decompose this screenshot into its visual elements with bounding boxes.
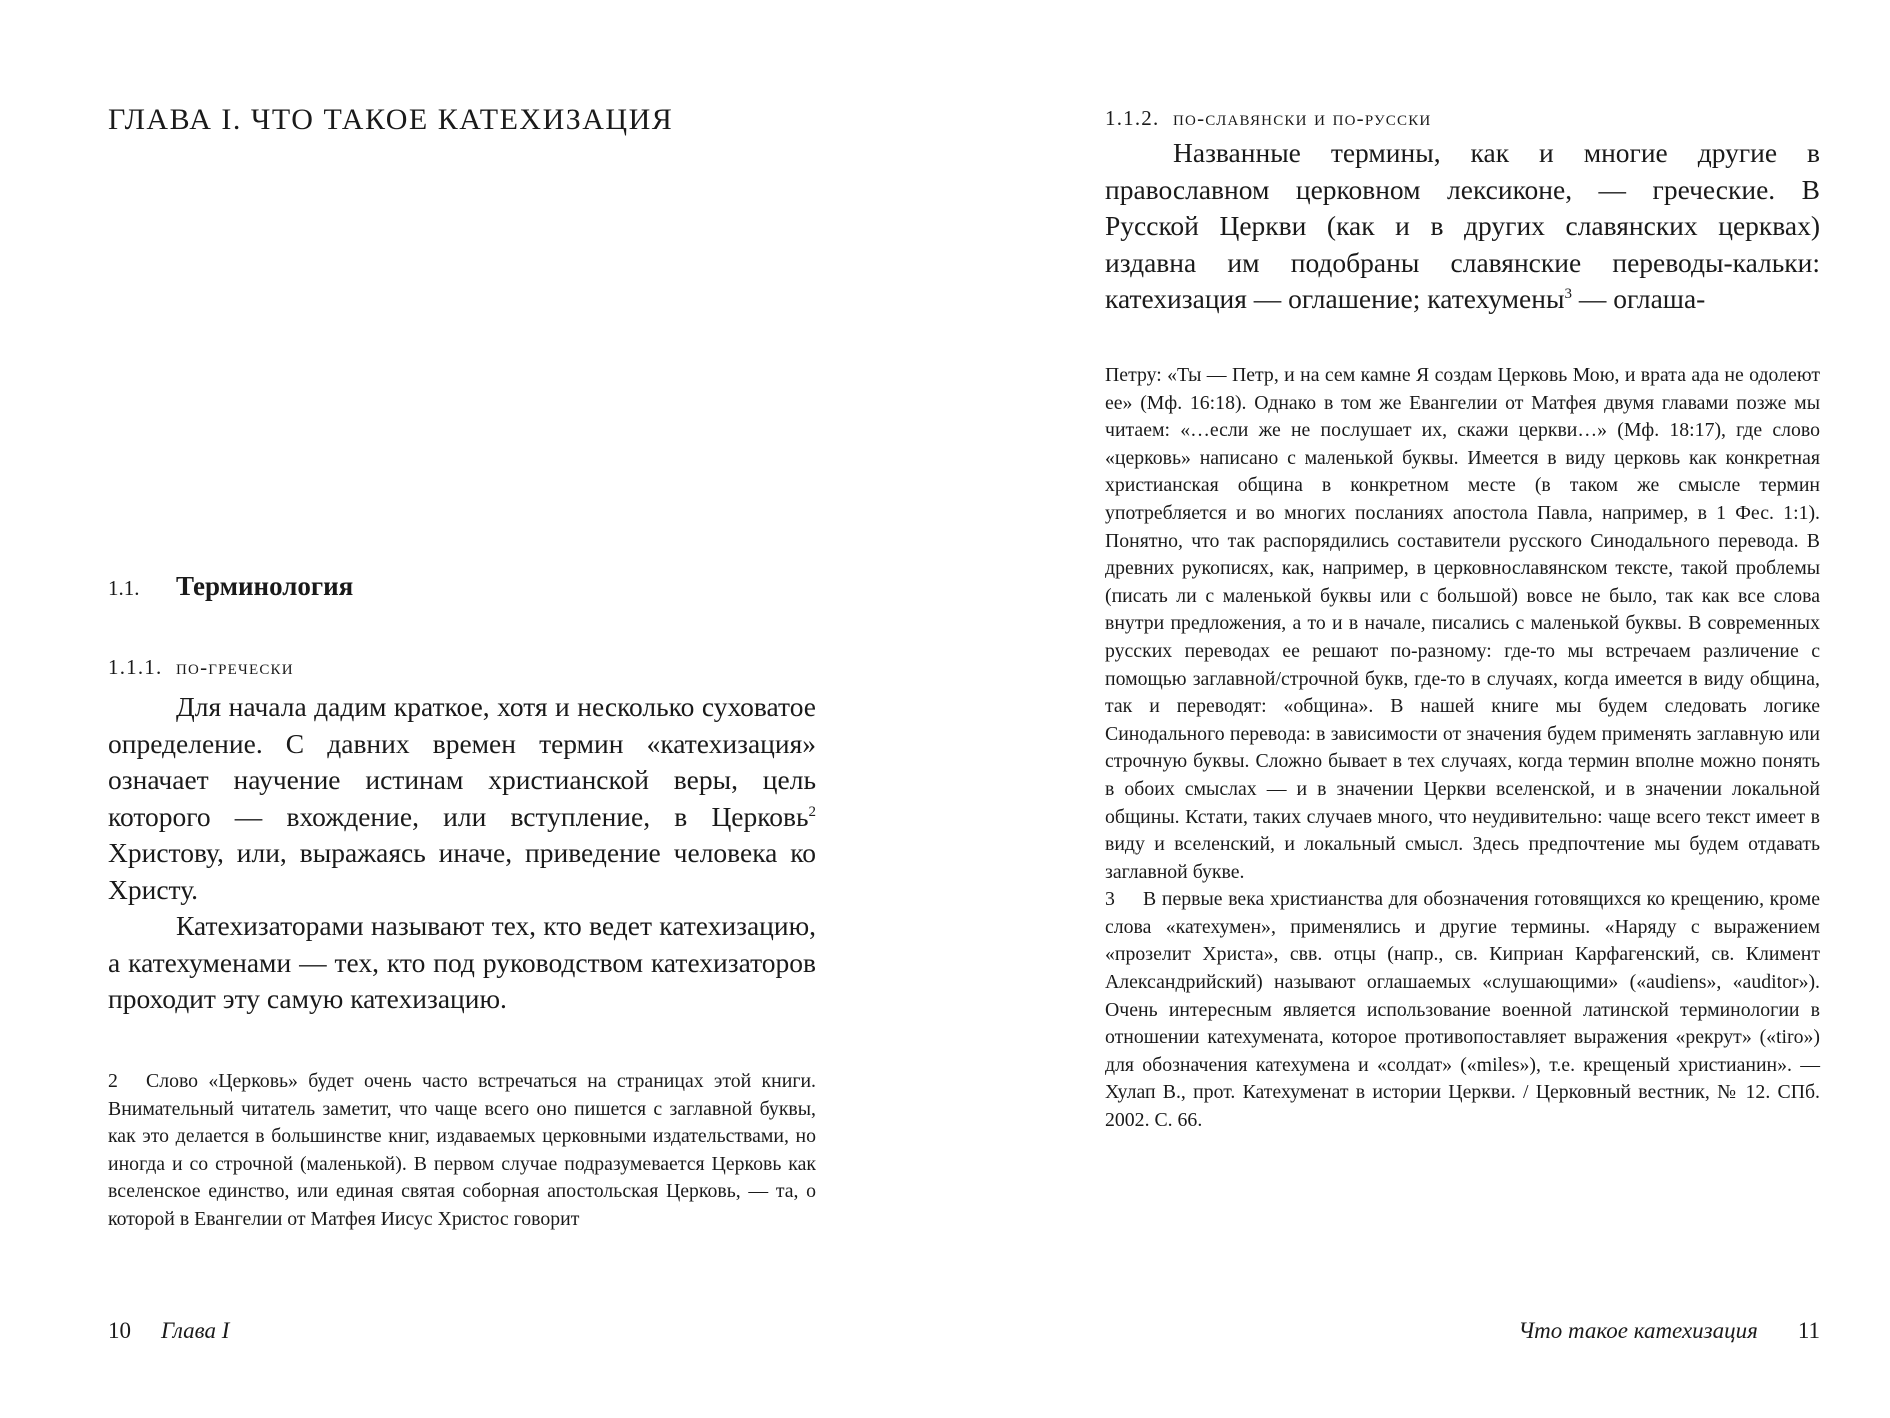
right-page [945, 0, 1890, 1418]
paragraph-text: Названные термины, как и многие другие в православном церковном лексиконе, — греческие. В Русской Церкви (как и в других славянских церквах) издавна им подобраны славянские переводы-кальки: катехизация — оглашение; катехумены [1105, 137, 1820, 314]
subsection-title: по-гречески [176, 655, 294, 679]
section-title: Терминология [176, 571, 354, 601]
paragraph [108, 689, 816, 908]
subsection-title: по-славянски и по-русски [1173, 106, 1432, 130]
footnote-text: В первые века христианства для обозначения готовящихся ко крещению, кроме слова «катехумен», применялись и другие термины. «Наряду с выражением «прозелит Христа», свв. отцы (напр., св. Киприан Карфагенский, св. Климент Александрийский) называют оглашаемых «слушающими» («audiens», «auditor»). Очень интересным является использование военной латинской терминологии в отношении катехумената, которое противопоставляет выражения «рекрут» («tiro») для обозначения катехумена и «солдат» («miles»), т.е. крещеный христианин». — Хулап В., прот. Катехуменат в истории Церкви. / Церковный вестник, № 12. СПб. 2002. С. 66. [1105, 888, 1820, 1132]
subsection-number: 1.1.1. [108, 655, 163, 679]
paragraph-text: Для начала дадим краткое, хотя и несколько суховатое определение. С давних времен термин «катехизация» означает научение истинам христианской веры, цель которого — вхождение, или вступление, в Церковь [108, 691, 816, 832]
footnote-text: Слово «Церковь» будет очень часто встречаться на страницах этой книги. Внимательный читатель заметит, что чаще всего оно пишется с заглавной буквы, как это делается в большинстве книг, издаваемых церковными издательствами, но иногда и со строчной (маленькой). В первом случае подразумевается Церковь как вселенское единство, или единая святая соборная апостольская Церковь, — та, о которой в Евангелии от Матфея Иисус Христос говорит [108, 1070, 816, 1230]
body-text [1105, 135, 1820, 318]
subsection-number: 1.1.2. [1105, 106, 1160, 130]
footnote-continuation: Петру: «Ты — Петр, и на сем камне Я создам Церковь Мою, и врата ада не одолеют ее» (Мф. 16:18). Однако в том же Евангелии от Матфея двумя главами позже мы читаем: «…если же не послушает их, скажи церкви…» (Мф. 18:17), где слово «церковь» написано с маленькой буквы. Имеется в виду церковь как конкретная христианская община в конкретном месте (в таком же смысле термин употребляется и во многих посланиях апостола Павла, например, в 1 Фес. 1:1). Понятно, что так распорядились составители русского Синодального перевода. В древних рукописях, как, например, в церковнославянском тексте, такой проблемы (писать ли с маленькой буквы или с большой) вовсе не было, так как все слова внутри предложения, а то и в начале, писались с маленькой буквы. В современных русских переводах ее решают по-разному: где-то мы встречаем различение с помощью заглавной/строчной букв, где-то в случаях, когда имеется в виду община, так и переводят: «община». В нашей книге мы будем следовать логике Синодального перевода: в зависимости от значения будем применять заглавную или строчную буквы. Сложно бывает в тех случаях, когда термин вполне можно понять в обоих смыслах — и в значении Церкви вселенской, и в значении локальной общины. Кстати, таких случаев много, что неудивительно: чаще всего текст имеет в виду и вселенский, и локальный смысл. Здесь предпочтение мы будем отдавать заглавной букве. [1105, 364, 1820, 883]
footnote-block [108, 1068, 816, 1234]
paragraph-text: Христову, или, выражаясь иначе, приведение человека ко Христу. [108, 837, 816, 905]
footnote [108, 1068, 816, 1234]
paragraph: Катехизаторами называют тех, кто ведет катехизацию, а катехуменами — тех, кто под руководством катехизаторов проходит эту самую катехизацию. [108, 910, 816, 1014]
body-text [108, 689, 816, 1018]
running-head: Глава I [161, 1318, 230, 1343]
footnote-block [1105, 362, 1820, 1135]
paragraph-text: — оглаша- [1571, 283, 1706, 314]
page-number: 10 [108, 1318, 131, 1343]
footnote-number: 3 [1105, 888, 1115, 911]
page-footer [1518, 1318, 1820, 1344]
subsection-heading [1105, 106, 1431, 131]
subsection-heading [108, 655, 294, 680]
chapter-title: ГЛАВА I. ЧТО ТАКОЕ КАТЕХИЗАЦИЯ [108, 103, 674, 136]
footnote [1105, 886, 1820, 1134]
page-footer [108, 1318, 229, 1344]
footnote-mark[interactable]: 3 [1564, 285, 1572, 302]
paragraph [1105, 135, 1820, 318]
footnote-number: 2 [108, 1070, 118, 1092]
running-head: Что такое катехизация [1518, 1318, 1758, 1343]
section-heading [108, 571, 353, 602]
section-number: 1.1. [108, 576, 140, 600]
page-number: 11 [1797, 1318, 1820, 1343]
footnote-mark[interactable]: 2 [808, 803, 816, 820]
